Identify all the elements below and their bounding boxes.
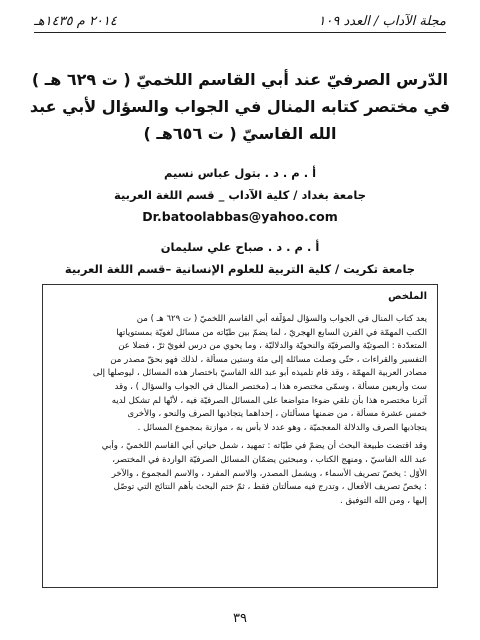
abstract-line: يتجاذبها الصرف والدلالة المعجميّة ، وهو عدد لا بأس به ، موازنة بمجموع المسائل .: [137, 422, 427, 433]
abstract-body: [53, 313, 427, 508]
author-2-affiliation: جامعة تكريت / كلية التربية للعلوم الإنسانية –قسم اللغة العربية: [64, 262, 416, 276]
abstract-line: وقد اقتضت طبيعة البحث أن يضمّ في طيّاته : تمهيد ، شمل حياتي أبي القاسم اللخميّ ، وأبي: [101, 441, 427, 452]
author-2-name: أ . م . د . صباح علي سليمان: [160, 240, 320, 254]
abstract-line: الكتب المهمّة في القرن السابع الهجريّ ، لما يضمّ بين طيّاته من مسائل لغويّة بمستوياتها: [116, 327, 427, 338]
running-header: [34, 10, 446, 33]
author-email: Dr.batoolabbas@yahoo.com: [142, 209, 338, 224]
title-line: الله الفاسيّ ( ت ٦٥٦هـ ): [143, 124, 337, 143]
journal-issue: مجلة الآداب / العدد ١٠٩: [318, 13, 446, 29]
paper-title: [24, 66, 456, 147]
abstract-line: مصادر العربية المهمّة ، وقد قام تلميذه أبو عبد الله الفاسيّ باختصار هذه المسائل ، ليوصلها إلى: [92, 368, 427, 379]
abstract-line: إليها ، ومن الله التوفيق .: [339, 495, 427, 506]
publication-date: ٢٠١٤ م ١٤٣٥هـ: [34, 13, 117, 29]
author-1-name: أ . م . د . بتول عباس نسيم: [163, 166, 317, 180]
abstract-paragraph-2: [53, 440, 427, 508]
abstract-line: ست وأربعين مسألة ، وسمّى مختصره هذا بـ (مختصر المنال في الجواب والسؤال ) ، وقد: [114, 381, 427, 392]
abstract-box: [42, 284, 438, 588]
abstract-line: يعد كتاب المنال في الجواب والسؤال لمؤلّفه أبي القاسم اللخميّ ( ت ٦٢٩ هـ ) من: [136, 314, 427, 324]
abstract-line: التفسير والقراءات ، حتّى وصلت مسائله إلى مئة وستين مسألة ، لذلك فهو بحقّ مصدر من: [110, 354, 427, 365]
abstract-paragraph-1: [53, 313, 427, 435]
abstract-line: عبد الله الفاسيّ ، ومنهج الكتاب ، ومبحثين يضمّان المسائل الصرفيّة الواردة في المختصر،: [112, 454, 427, 465]
abstract-line: آثرنا مختصره هذا بأن نلقي ضوءا متواضعا على المسائل الصرفيّة فيه ، لأنّها لم تشكل لديه: [111, 395, 427, 406]
abstract-line: الأوّل : يخصّ تصريف الأسماء ، ويشمل المصدر، والاسم المفرد ، والاسم المجموع ، والآخر: [111, 468, 427, 479]
page-number: ٣٩: [233, 611, 247, 626]
title-line: الدّرس الصرفيّ عند أبي القاسم اللخميّ ( ت ٦٢٩ هـ ): [31, 70, 449, 89]
title-line: في مختصر كتابه المنال في الجواب والسؤال لأبي عبد: [29, 97, 451, 116]
abstract-line: : يخصّ تصريف الأفعال ، وتدرج فيه مسألتان فقط ، ثمّ ختم البحث بأهم النتائج التي توصّل: [113, 482, 427, 493]
author-block: [40, 162, 440, 280]
abstract-heading: الملخص: [388, 291, 427, 302]
abstract-line: المتعدّدة : الصوتيّة والصرفيّة والنحويّة والدلاليّة ، وما يحوي من درس لغويّ ثرّ ، فضلا عن: [118, 341, 427, 352]
author-1-affiliation: جامعة بغداد / كلية الآداب _ قسم اللغة العربية: [114, 188, 366, 202]
abstract-line: خمس عشرة مسألة ، من ضمنها مسألتان ، إحداهما يتجاذبها الصرف والنحو ، والأخرى: [127, 409, 427, 420]
